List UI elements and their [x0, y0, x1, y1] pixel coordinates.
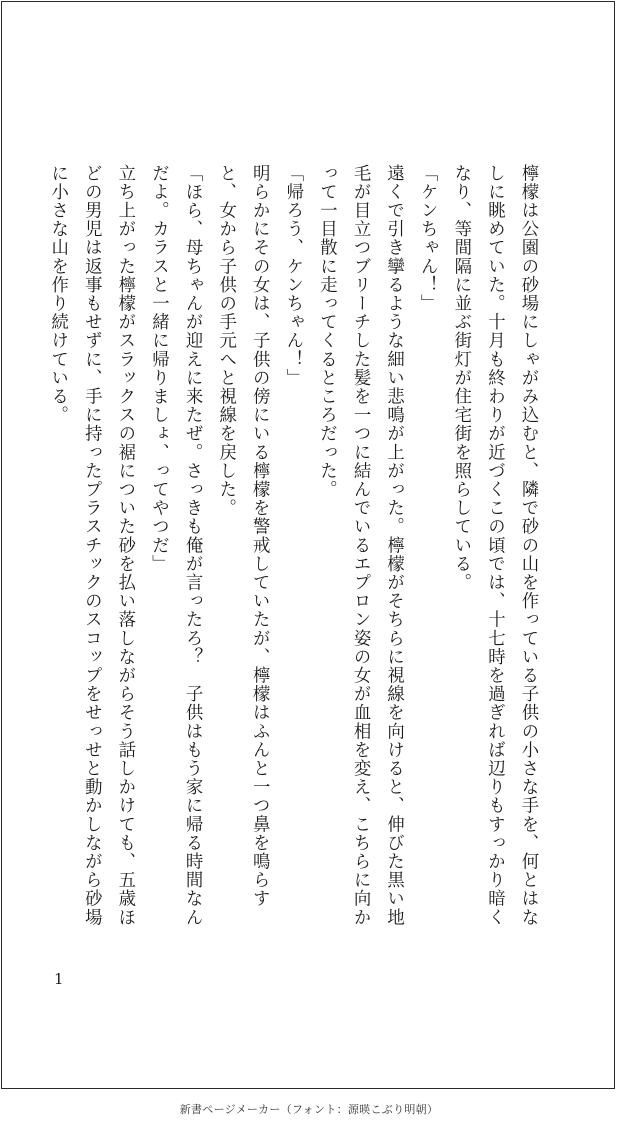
paragraph-7: 立ち上がった檸檬がスラックスの裾についた砂を払い落しながらそう話しかけても、五歳ほどの男児は返事もせずに、手に持ったプラスチックのスコップをせっせと動かしながら砂場に小さな山を作り続けている。: [47, 164, 135, 927]
page-number: 1: [54, 970, 64, 988]
paragraph-5: 明らかにその女は、子供の傍にいる檸檬を警戒していたが、檸檬はふんと一つ鼻を鳴らすと、女から子供の手元へと視線を戻した。: [215, 164, 270, 908]
paragraph-4: 「帰ろう、ケンちゃん！」: [282, 164, 303, 388]
paragraph-3: 遠くで引き攣るような細い悲鳴が上がった。檸檬がそちらに視線を向けると、伸びた黒い地毛が目立つブリーチした髪を一つに結んでいるエプロン姿の女が血相を変え、こちらに向かって一目散に走ってくるところだった。: [316, 164, 404, 927]
vertical-text-body: [47, 164, 544, 944]
paragraph-1: 檸檬は公園の砂場にしゃがみ込むと、隣で砂の山を作っている子供の小さな手を、何とはなしに眺めていた。十月も終わりが近づくこの頃では、十七時を過ぎれば辺りもすっかり暗くなり、等間隔に並ぶ街灯が住宅街を照らしている。: [450, 164, 538, 927]
footer-credit: 新書ページメーカー（フォント：源暎こぶり明朝）: [179, 1103, 439, 1116]
paragraph-6: 「ほら、母ちゃんが迎えに来たぜ。さっきも俺が言ったろ？ 子供はもう家に帰る時間なんだよ。カラスと一緒に帰りましょ、ってやつだ」: [148, 164, 203, 927]
page-frame: [1, 1, 615, 1089]
paragraph-2: 「ケンちゃん！」: [417, 164, 438, 313]
